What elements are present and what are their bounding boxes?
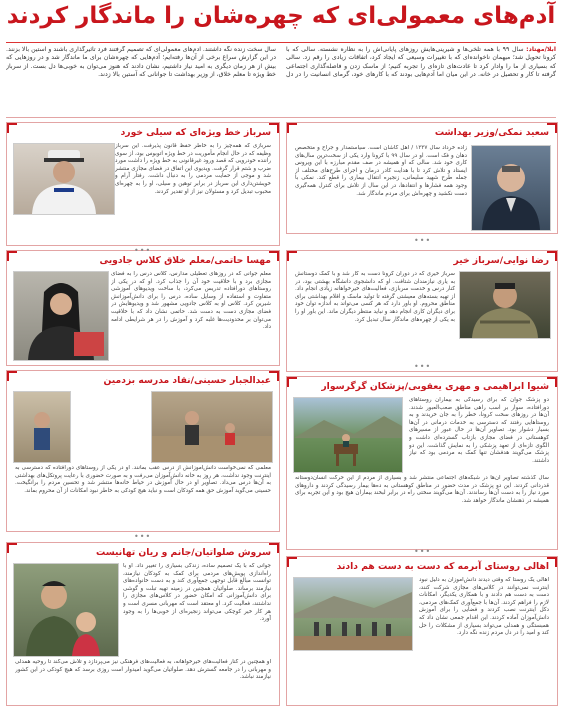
card-doctors (286, 376, 558, 550)
card-body: زاده خرداد سال ۱۳۳۷ / اهل کاشان است. سیاستمدار و جراح و متخصص دهان و فک است. او در سال ۹۹ با کرونا وارد یکی از سخت‌ترین سال‌های کاری خود شد. سالی که او همیشه در صف مقدم مبارزه با این ویروس ایستاد و تلاش کرد تا با هدایت کادر درمان و اجرای طرح‌های مختلف از جمله طرح شهید سلیمانی، زنجیره انتقال بیماری را قطع کند. نمکی با وجود همه فشارها و انتقادها، در این سال از تلاش برای کنترل همه‌گیری دست نکشید و چهره‌اش برای مردم ماندگار شد. (295, 145, 467, 197)
card-title: مهسا حاتمی/معلم خلاق کلاس جادویی (99, 255, 271, 266)
card-body-continued: او همچنین در کنار فعالیت‌های خیرخواهانه، به فعالیت‌های فرهنگی نیز می‌پردازد و تلاش می‌کند تا روحیه همدلی و مهربانی را در جامعه گسترش دهد. صلواتیان می‌گوید امیدوار است روزی برسد که هیچ کودکی در این کشور نیازمند نباشد. (15, 659, 271, 681)
separator-dots: ••• (134, 246, 152, 255)
portrait-photo (471, 145, 551, 231)
teaching-outdoor-photo (151, 391, 273, 463)
father-child-photo (13, 563, 119, 657)
card-soldier (6, 122, 280, 246)
separator-dots: ••• (414, 362, 432, 371)
card-title: عبدالجبار حسینی/نقاد مدرسه بزدمین (103, 375, 271, 386)
card-body: جوانی که با یک تصمیم ساده، زندگی بسیاری را تغییر داد. او با راه‌اندازی پویش‌های مردمی برای کمک به کودکان نیازمند، توانست مبالغ قابل توجهی جمع‌آوری کند و به دست خانواده‌های نیازمند برساند. صلواتیان همچنین در زمینه تهیه تبلت و گوشی برای دانش‌آموزانی که امکان حضور در کلاس‌های مجازی را نداشتند، فعالیت کرد. او معتقد است که مهربانی مسری است و هر کار خیر کوچکی می‌تواند زنجیره‌ای از خوبی‌ها را به وجود آورد. (123, 563, 271, 623)
card-hosseini-box (6, 370, 280, 532)
card-navaei (286, 250, 558, 372)
student-photo (13, 391, 71, 463)
villagers-photo (293, 577, 413, 651)
soldier-portrait-photo (459, 271, 551, 339)
intro-text: سال ۹۹ با همه تلخی‌ها و شیرینی‌هایش روزهای پایانی‌اش را به نظاره نشسته. سالی که با کرونا تحویل شد؛ میهمان ناخوانده‌ای که با تغییرات وسیعی که ایجاد کرد، اتفاقات زیادی را رقم زد. سالی که بسیاری از ما را وادار کرد تا عادت‌های تازه‌ای را تجربه کنیم؛ از ماسک زدن و فاصله‌گذاری اجتماعی گرفته تا کار و تحصیل در خانه. در این میان اما آدم‌هایی بودند که با کارهای خود، گرمای انسانیت را در دل سال سخت زنده نگه داشتند. آدم‌های معمولی‌ای که تصمیم گرفتند فرد تأثیرگذاری باشند و آستین بالا بزنند. در این گزارش سراغ برخی از آن‌ها رفته‌ایم؛ آدم‌هایی که چهره‌شان برای ما ماندگار شد و در روزهایی که بیش از هر زمان دیگری به امید نیاز داشتیم، نشان دادند که هنوز می‌توان به خوبی‌ها دل بست. از سرباز خط ویژه تا معلم خلاق، از وزیر بهداشت تا جوانانی که آستین بالا زدند. (6, 46, 556, 79)
intro-paragraph (6, 46, 556, 114)
card-body: معلمی که نمی‌خواست دانش‌آموزانش از درس عقب بمانند. او در یکی از روستاهای دورافتاده که دسترسی به اینترنت وجود نداشت، هر روز به خانه دانش‌آموزان می‌رفت و به صورت حضوری با رعایت پروتکل‌های بهداشتی به آن‌ها درس می‌داد. تصاویر او در حال آموزش در حیاط خانه‌ها منتشر شد و تحسین مردم را برانگیخت. حسینی می‌گوید آموزش حق همه کودکان است و نباید هیچ کودکی به خاطر نبود امکانات از آن محروم بماند. (15, 465, 271, 494)
card-body: معلم جوانی که در روزهای تعطیلی مدارس، کلاس درس را به فضای مجازی برد و با خلاقیت خود آن را جذاب کرد. او که در یکی از روستاهای دورافتاده تدریس می‌کرد، با ساخت ویدیوهای آموزشی متفاوت و استفاده از وسایل ساده، درس را برای دانش‌آموزانش شیرین کرد. کلاس او به کلاس جادویی مشهور شد و ویدیوهایش در فضای مجازی دست به دست شد. حاتمی نشان داد که با خلاقیت می‌توان بر محدودیت‌ها غلبه کرد و آموزش را در هر شرایطی ادامه داد. (111, 271, 271, 331)
card-village (286, 556, 558, 706)
separator-dots: ••• (134, 532, 152, 541)
teacher-photo (13, 271, 109, 361)
horse-riders-photo (293, 397, 403, 473)
card-salavatian (6, 542, 280, 706)
card-body-continued: سال گذشته تصاویر آن‌ها در شبکه‌های اجتماعی منتشر شد و بسیاری از مردم از این حرکت انسان‌دوستانه قدردانی کردند. این دو پزشک در مدت حضور در مناطق کوهستانی به ده‌ها بیمار رسیدگی کردند و داروهای مورد نیاز را به دست آن‌ها رساندند. آن‌ها می‌گویند سختی راه در برابر لبخند بیماران هیچ بود و این تجربه برای همیشه در ذهنشان ماندگار خواهد شد. (295, 475, 549, 504)
card-body: سربازی که همه‌چیز را به خاطر حفظ قانون پذیرفت. این سرباز وظیفه که در حال انجام مأموریت در خط ویژه اتوبوس بود، از سوی راننده خودرویی که قصد ورود غیرقانونی به خط ویژه را داشت مورد ضرب و شتم قرار گرفت. ویدیوی این اتفاق در فضای مجازی منتشر شد و موجی از حمایت مردمی را به دنبال داشت. رفتار آرام و خویشتن‌داری این سرباز در برابر توهین و سیلی، او را به چهره‌ای محبوب تبدیل کرد و مسئولان نیز از او تقدیر کردند. (115, 143, 271, 195)
card-hatami (6, 250, 280, 366)
card-title: رضا نوایی/سرباز خیر (453, 255, 549, 266)
card-title: سعید نمکی/وزیر بهداشت (434, 127, 549, 138)
separator-dots: ••• (414, 236, 432, 245)
intro-lead: آبلا/مهتاد: (526, 46, 556, 53)
soldier-photo (13, 143, 115, 215)
card-body: سرباز خیری که در دوران کرونا دست به کار شد و با کمک دوستانش به یاری نیازمندان شتافت. او که دانشجوی دانشگاه بهشتی بود، در کنار درس و خدمت سربازی، فعالیت‌های خیرخواهانه زیادی انجام داد. از تهیه بسته‌های معیشتی گرفته تا تولید ماسک و اقلام بهداشتی برای مناطق محروم. او باور دارد که هر کسی می‌تواند به اندازه توان خود برای دیگران کاری انجام دهد و نباید منتظر دیگران ماند. این باور او را به یکی از چهره‌های ماندگار سال تبدیل کرد. (295, 271, 455, 323)
headline-divider (6, 42, 556, 43)
headline-text: آدم‌های معمولی‌ای که چهره‌شان را ماندگار کردند (6, 3, 556, 29)
card-title: اهالی روستای آبرمه که دست به دست هم دادند (336, 561, 549, 572)
card-title: سرباز خط ویژه‌ای که سیلی خورد (120, 127, 271, 138)
card-title: سروش صلواتیان/جانم و ریان تهانیست (95, 547, 271, 558)
intro-divider (6, 117, 556, 118)
separator-dots: ••• (414, 547, 432, 556)
page-headline (0, 0, 562, 44)
card-body: اهالی یک روستا که وقتی دیدند دانش‌آموزان به دلیل نبود اینترنت نمی‌توانند در کلاس‌های مجازی شرکت کنند، دست به دست هم دادند و با همکاری یکدیگر، امکانات لازم را فراهم کردند. آن‌ها با جمع‌آوری کمک‌های مردمی، دکل اینترنت نصب کردند و فضایی را برای آموزش دانش‌آموزان آماده کردند. این اقدام جمعی نشان داد که همبستگی و همدلی می‌تواند بسیاری از مشکلات را حل کند و امید را در دل مردم زنده نگه دارد. (419, 577, 549, 637)
card-title: شیوا ابراهیمی و مهری یعقوبی/پزشکان گرگرسوار (321, 381, 549, 392)
card-body: دو پزشک جوان که برای رسیدگی به بیماران روستاهای دورافتاده، سوار بر اسب راهی مناطق صعب‌العبور شدند. آن‌ها در روزهای سخت کرونا، خطر را به جان خریدند و به روستاهایی رفتند که دسترسی به خدمات درمانی در آن‌ها بسیار دشوار بود. تصاویر آن‌ها در حال عبور از مسیرهای کوهستانی در فضای مجازی بازتاب گسترده‌ای داشت و الگوی تازه‌ای از تعهد پزشکی را به نمایش گذاشت. این دو پزشک می‌گویند هدفشان تنها کمک به مردمی بود که نیاز داشتند. (409, 397, 549, 464)
card-namaki (286, 122, 558, 234)
